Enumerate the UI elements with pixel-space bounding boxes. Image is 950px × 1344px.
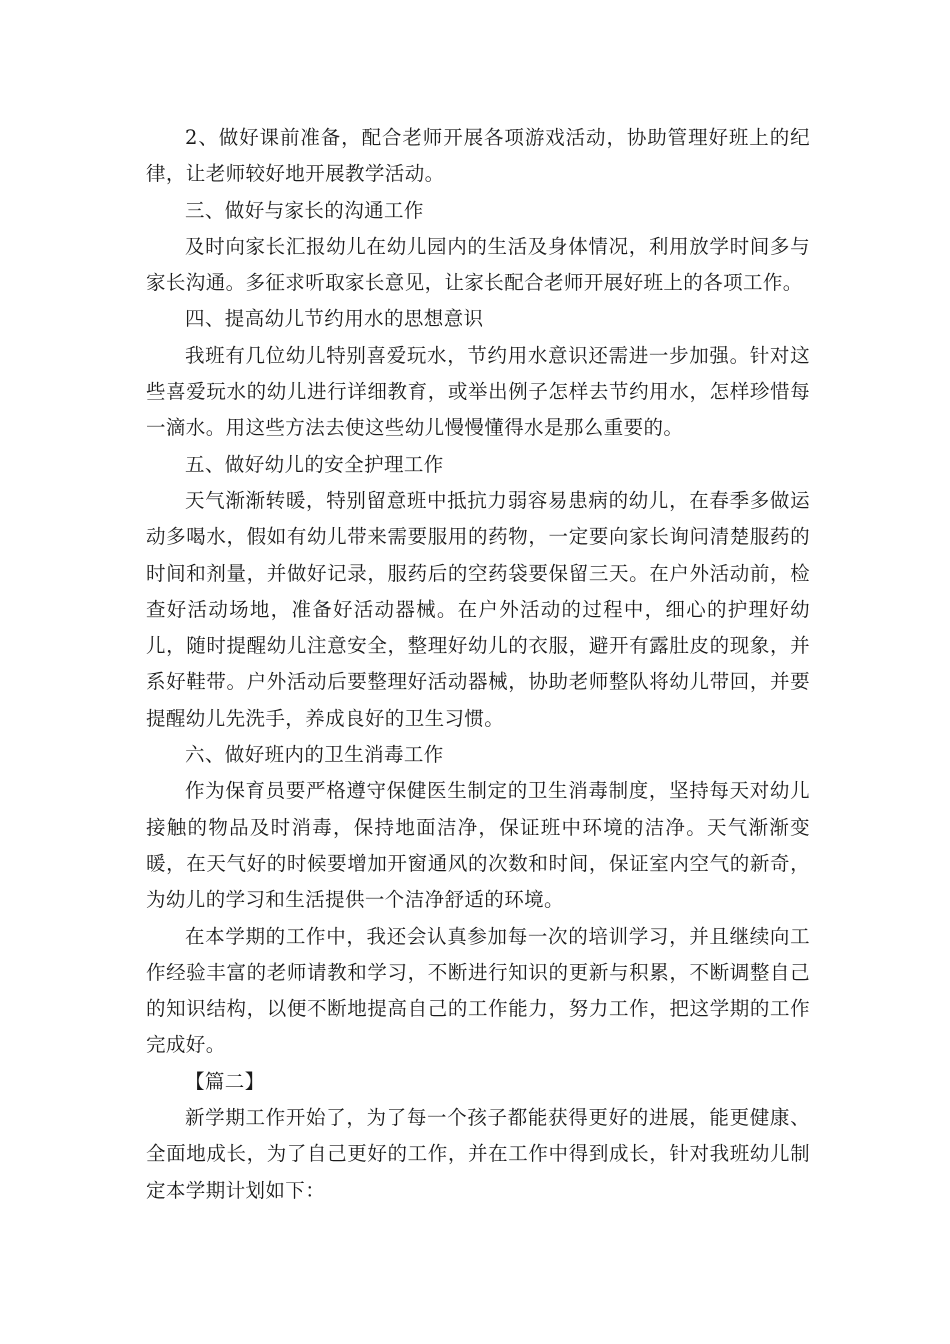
section-heading-6: 六、做好班内的卫生消毒工作 — [185, 743, 444, 767]
document-body — [146, 120, 810, 1209]
paragraph-hygiene: 作为保育员要严格遵守保健医生制定的卫生消毒制度，坚持每天对幼儿接触的物品及时消毒，保持地面洁净，保证班中环境的洁净。天气渐渐变暖，在天气好的时候要增加开窗通风的次数和时间，保证室内空气的新奇，为幼儿的学习和生活提供一个洁净舒适的环境。 — [146, 779, 810, 912]
paragraph-training: 在本学期的工作中，我还会认真参加每一次的培训学习，并且继续向工作经验丰富的老师请教和学习，不断进行知识的更新与积累，不断调整自己的知识结构，以便不断地提高自己的工作能力，努力工作，把这学期的工作完成好。 — [146, 924, 810, 1057]
paragraph-parent-communication: 及时向家长汇报幼儿在幼儿园内的生活及身体情况，利用放学时间多与家长沟通。多征求听取家长意见，让家长配合老师开展好班上的各项工作。 — [146, 234, 810, 295]
part-two-heading: 【篇二】 — [185, 1069, 265, 1093]
paragraph-water-saving: 我班有几位幼儿特别喜爱玩水，节约用水意识还需进一步加强。针对这些喜爱玩水的幼儿进行详细教育，或举出例子怎样去节约用水，怎样珍惜每一滴水。用这些方法去使这些幼儿慢慢懂得水是那么重要的。 — [146, 343, 810, 440]
paragraph-new-semester: 新学期工作开始了，为了每一个孩子都能获得更好的进展，能更健康、全面地成长，为了自己更好的工作，并在工作中得到成长，针对我班幼儿制定本学期计划如下： — [146, 1106, 810, 1202]
paragraph-safety-care: 天气渐渐转暖，特别留意班中抵抗力弱容易患病的幼儿，在春季多做运动多喝水，假如有幼儿带来需要服用的药物，一定要向家长询问清楚服药的时间和剂量，并做好记录，服药后的空药袋要保留三天。在户外活动前，检查好活动场地，准备好活动器械。在户外活动的过程中，细心的护理好幼儿，随时提醒幼儿注意安全，整理好幼儿的衣服，避开有露肚皮的现象，并系好鞋带。户外活动后要整理好活动器械，协助老师整队将幼儿带回，并要提醒幼儿先洗手，养成良好的卫生习惯。 — [146, 488, 810, 730]
section-heading-4: 四、提高幼儿节约用水的思想意识 — [185, 307, 484, 331]
paragraph-item-2: 2、做好课前准备，配合老师开展各项游戏活动，协助管理好班上的纪律，让老师较好地开展教学活动。 — [146, 126, 810, 186]
section-heading-3: 三、做好与家长的沟通工作 — [185, 198, 424, 222]
section-heading-5: 五、做好幼儿的安全护理工作 — [185, 452, 444, 476]
